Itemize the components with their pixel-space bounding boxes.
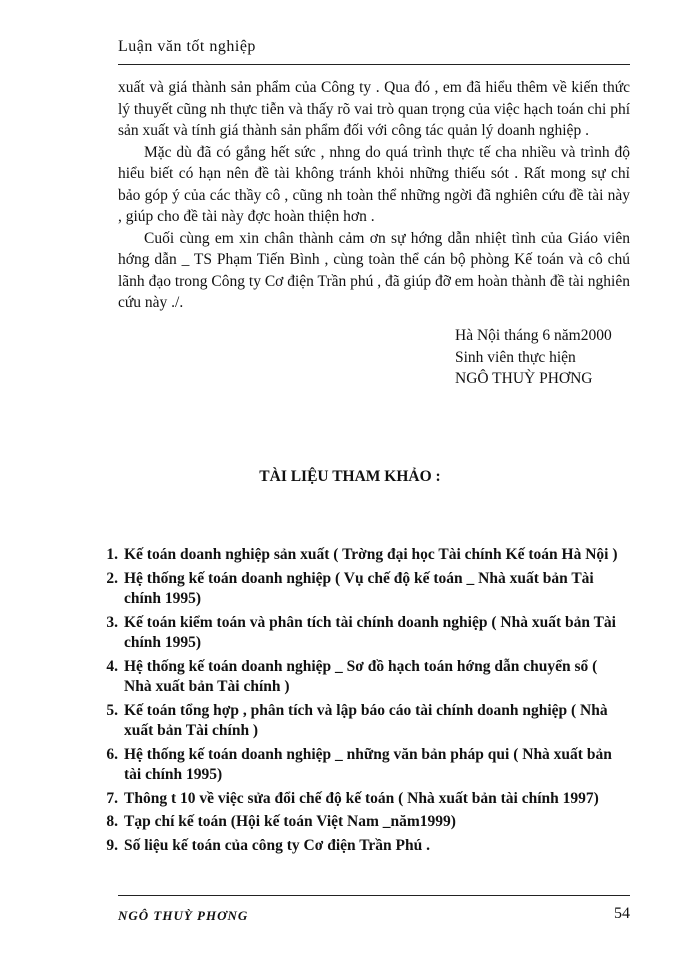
reference-item xyxy=(96,745,626,786)
reference-item xyxy=(96,701,626,742)
footer-rule xyxy=(118,895,630,896)
reference-item xyxy=(96,812,626,833)
reference-text: Hệ thống kế toán doanh nghiệp ( Vụ chế độ kế toán _ Nhà xuất bản Tài chính 1995) xyxy=(124,569,594,607)
reference-text: Thông t 10 về việc sửa đổi chế độ kế toán ( Nhà xuất bản tài chính 1997) xyxy=(124,789,599,807)
signature-place-date: Hà Nội tháng 6 năm2000 xyxy=(455,327,612,344)
body-text xyxy=(118,77,630,314)
reference-number: 9. xyxy=(106,836,118,854)
reference-text: Số liệu kế toán của công ty Cơ điện Trần Phú . xyxy=(124,836,430,854)
footer-author: NGÔ THUỲ PHƠNG xyxy=(118,908,249,923)
reference-item xyxy=(96,657,626,698)
reference-text: Tạp chí kế toán (Hội kế toán Việt Nam _năm1999) xyxy=(124,813,456,830)
reference-number: 5. xyxy=(106,701,118,719)
reference-item xyxy=(96,836,626,857)
reference-number: 1. xyxy=(106,546,118,563)
reference-item xyxy=(96,545,626,566)
signature-name: NGÔ THUỲ PHƠNG xyxy=(455,370,593,387)
reference-number: 2. xyxy=(106,569,118,587)
reference-item xyxy=(96,613,626,654)
reference-text: Hệ thống kế toán doanh nghiệp _ những văn bản pháp qui ( Nhà xuất bản tài chính 1995) xyxy=(124,745,612,783)
signature-block xyxy=(455,325,612,390)
reference-number: 8. xyxy=(106,813,118,830)
reference-number: 7. xyxy=(106,789,118,807)
paragraph: Mặc dù đã có gắng hết sức , nhng do quá trình thực tế cha nhiều và trình độ hiểu biết có hạn nên đề tài không tránh khỏi những thiếu sót . Rất mong sự chỉ bảo góp ý của các thầy cô , cũng nh toàn thể những ngời đã nghiên cứu đề tài này , giúp cho đề tài này đợc hoàn thiện hơn . xyxy=(118,143,630,225)
paragraph: Cuối cùng em xin chân thành cảm ơn sự hớng dẫn nhiệt tình của Giáo viên hớng dẫn _ TS Phạm Tiến Bình , cùng toàn thể cán bộ phòng Kế toán và cô chú lãnh đạo trong Công ty Cơ điện Trần phú , đã giúp đỡ em hoàn thành đề tài nghiên cứu này ./. xyxy=(118,229,630,311)
reference-number: 3. xyxy=(106,613,118,631)
references-list xyxy=(96,545,626,859)
header-rule xyxy=(118,64,630,65)
reference-item xyxy=(96,569,626,610)
reference-text: Kế toán doanh nghiệp sản xuất ( Trờng đại học Tài chính Kế toán Hà Nội ) xyxy=(124,546,618,563)
signature-role: Sinh viên thực hiện xyxy=(455,348,576,366)
reference-text: Kế toán kiểm toán và phân tích tài chính doanh nghiệp ( Nhà xuất bản Tài chính 1995) xyxy=(124,613,616,651)
reference-number: 4. xyxy=(106,657,118,675)
reference-item xyxy=(96,789,626,810)
reference-text: Kế toán tổng hợp , phân tích và lập báo cáo tài chính doanh nghiệp ( Nhà xuất bản Tài chính ) xyxy=(124,701,608,739)
page-number: 54 xyxy=(614,905,630,922)
reference-number: 6. xyxy=(106,745,118,763)
reference-text: Hệ thống kế toán doanh nghiệp _ Sơ đồ hạch toán hớng dẫn chuyển sổ ( Nhà xuất bản Tài chính ) xyxy=(124,657,598,695)
paragraph: xuất và giá thành sản phẩm của Công ty . Qua đó , em đã hiểu thêm về kiến thức lý thuyết cũng nh thực tiễn và thấy rõ vai trò quan trọng của việc hạch toán chi phí sản xuất và tính giá thành sản phẩm đối với công tác quản lý doanh nghiệp . xyxy=(118,79,630,139)
references-title: TÀI LIỆU THAM KHẢO : xyxy=(259,468,441,485)
running-header: Luận văn tốt nghiệp xyxy=(118,38,256,55)
